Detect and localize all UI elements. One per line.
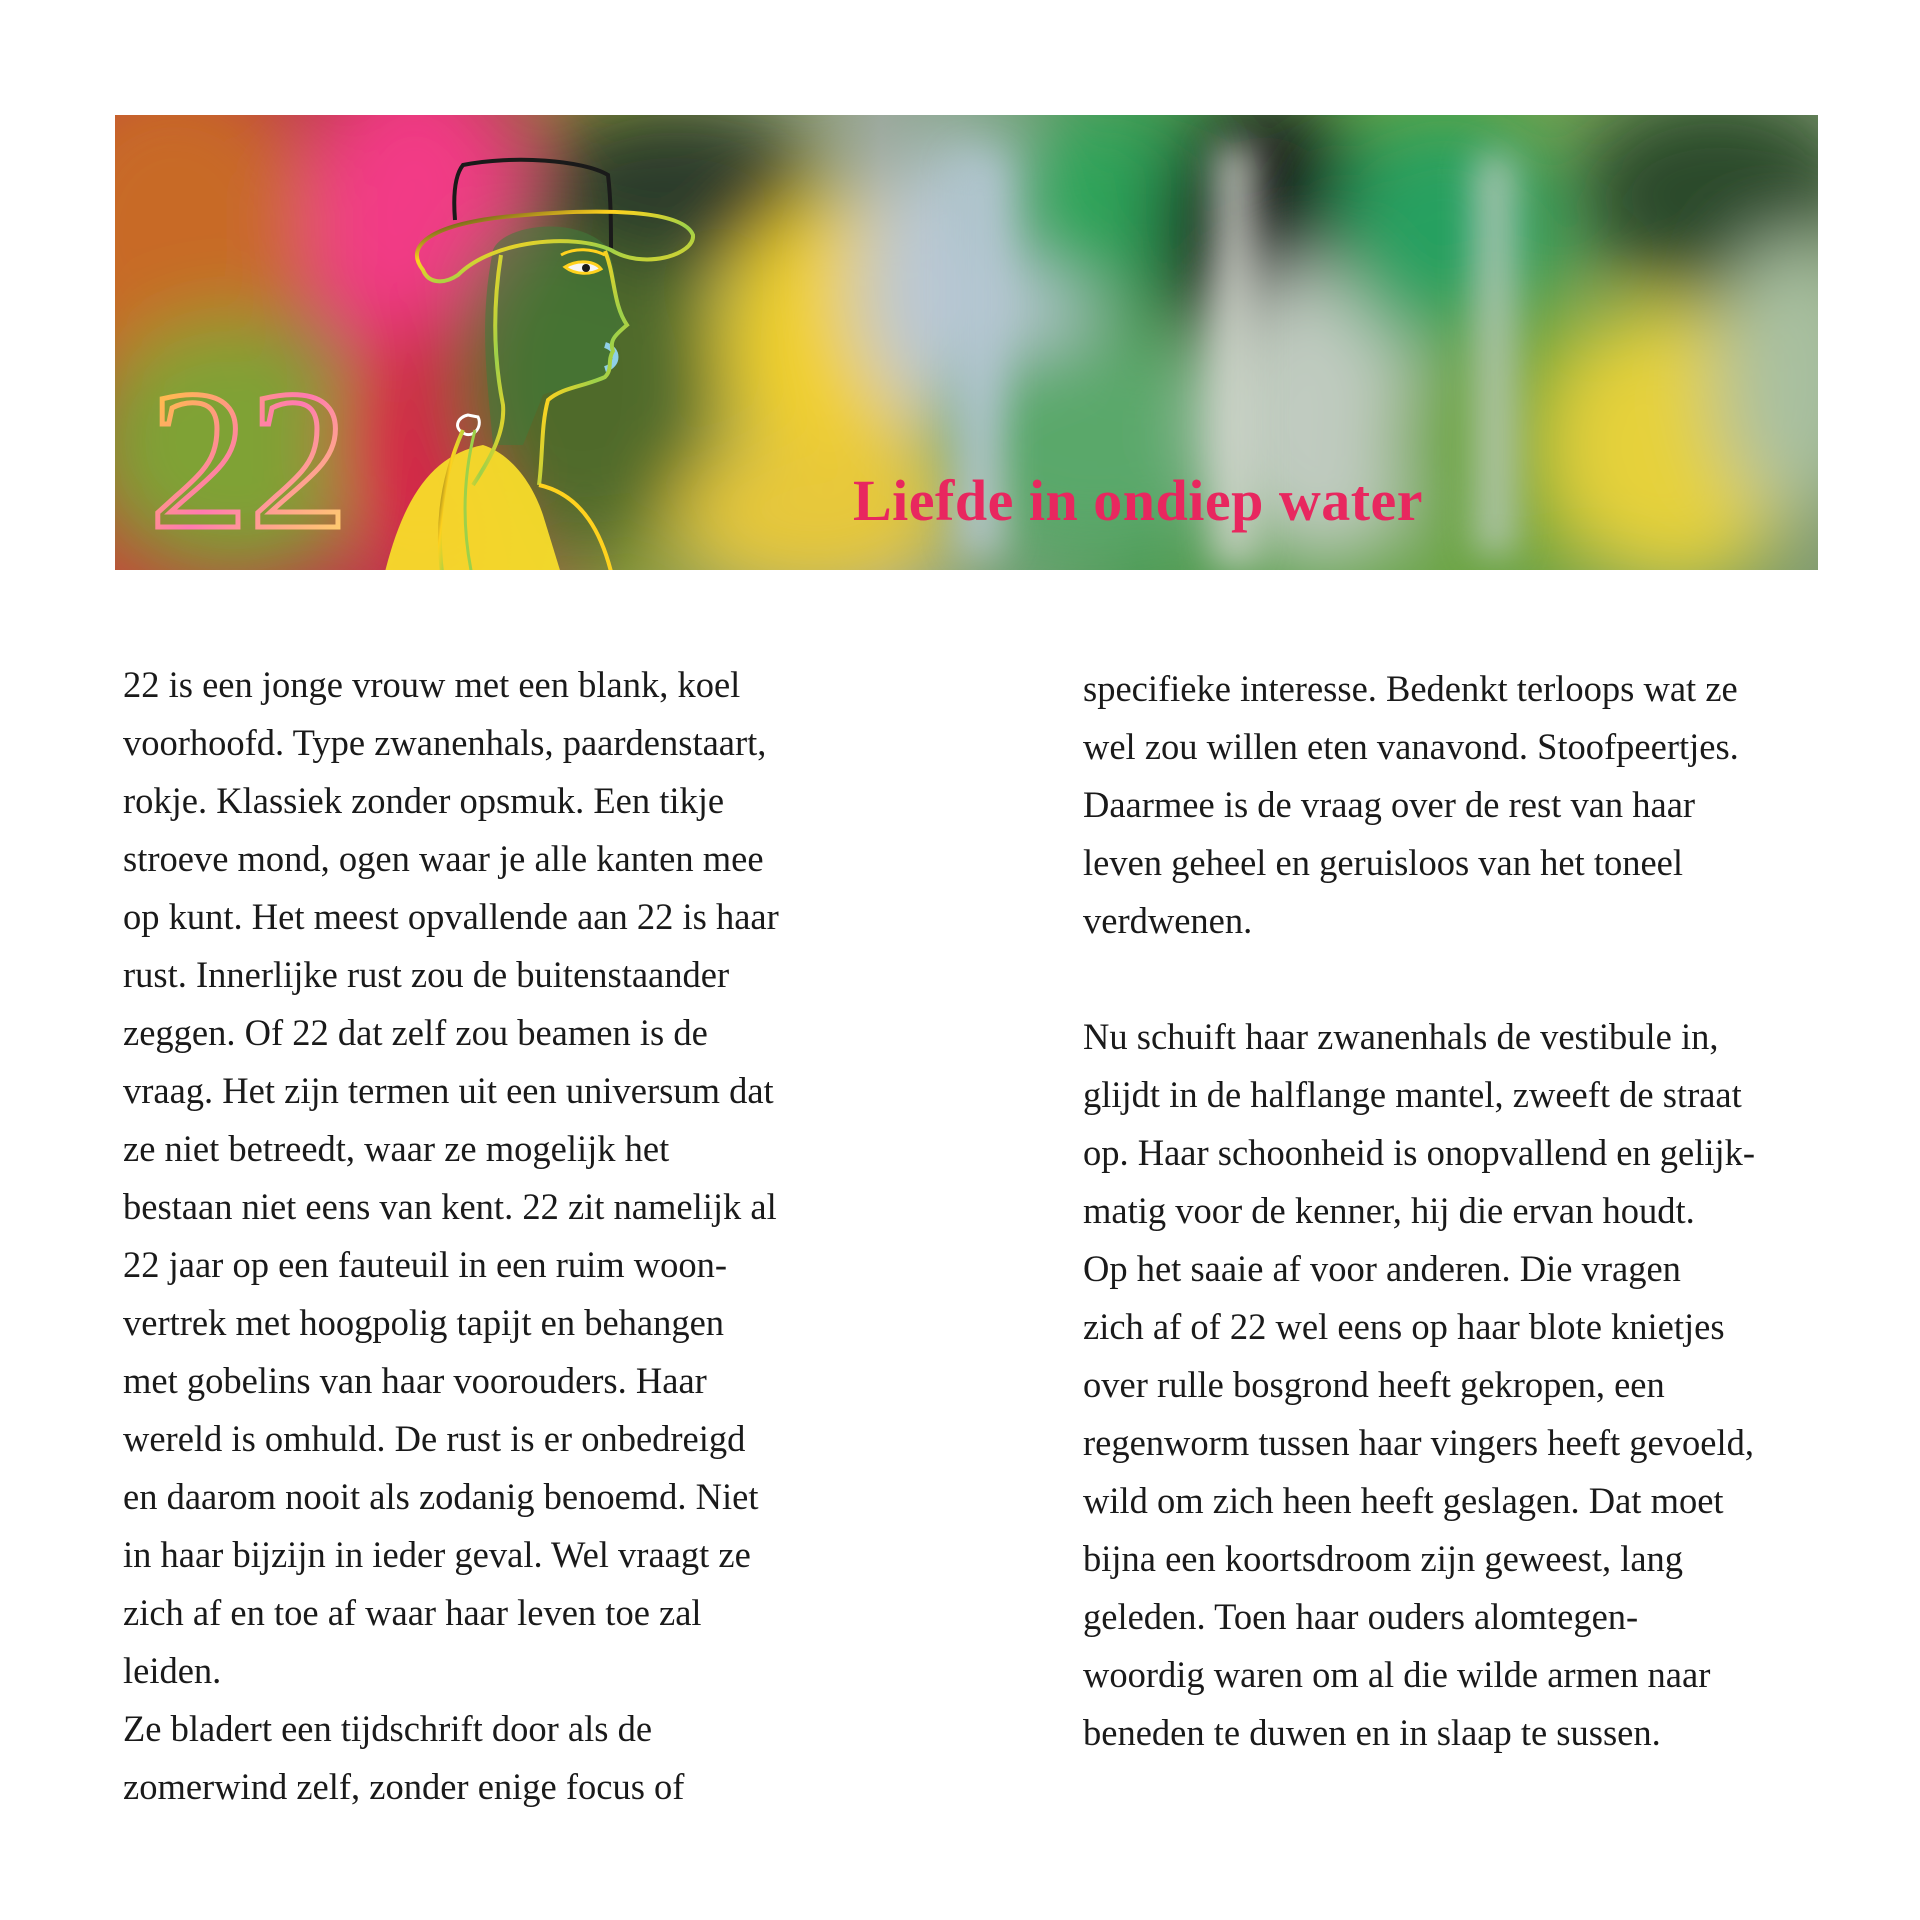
right-text-column <box>1083 660 1843 1762</box>
paragraph: specifieke interesse. Bedenkt terloops wat ze wel zou willen eten vanavond. Stoofpeertjes. Daarmee is de vraag over de rest van haar leven geheel en geruisloos van het toneel verdwenen. <box>1083 668 1739 941</box>
paragraph: Ze bladert een tijdschrift door als de zomerwind zelf, zonder enige focus of <box>123 1708 685 1807</box>
paragraph-spacer <box>1083 950 1843 1008</box>
paragraph: 22 is een jonge vrouw met een blank, koel voorhoofd. Type zwanenhals, paardenstaart, rokje. Klassiek zonder opsmuk. Een tikje stroeve mond, ogen waar je alle kanten mee op kunt. Het meest opvallende aan 22 is haar rust. Innerlijke rust zou de buitenstaander zeggen. Of 22 dat zelf zou beamen is de vraag. Het zijn termen uit een universum dat ze niet betreedt, waar ze mogelijk het bestaan niet eens van kent. 22 zit namelijk al 22 jaar op een fauteuil in een ruim woon- vertrek met hoogpolig tapijt en behangen met gobelins van haar voorouders. Haar wereld is omhuld. De rust is er onbedreigd en daarom nooit als zodanig benoemd. Niet in haar bijzijn in ieder geval. Wel vraagt ze zich af en toe af waar haar leven toe zal leiden. <box>123 664 779 1691</box>
left-text-column <box>123 656 883 1816</box>
header-banner <box>115 115 1818 570</box>
svg-text:22: 22 <box>149 365 349 545</box>
woman-with-hat-illustration <box>343 155 763 570</box>
paragraph: Nu schuift haar zwanenhals de vestibule in, glijdt in de halflange mantel, zweeft de straat op. Haar schoonheid is onopvallend en gelijk- matig voor de kenner, hij die ervan houdt. Op het saaie af voor anderen. Die vragen zich af of 22 wel eens op haar blote knietjes over rulle bosgrond heeft gekropen, een regenworm tussen haar vingers heeft gevoeld, wild om zich heen heeft geslagen. Dat moet bijna een koortsdroom zijn geweest, lang geleden. Toen haar ouders alomtegen- woordig waren om al die wilde armen naar beneden te duwen en in slaap te sussen. <box>1083 1016 1756 1753</box>
story-title: Liefde in ondiep water <box>853 468 1424 533</box>
